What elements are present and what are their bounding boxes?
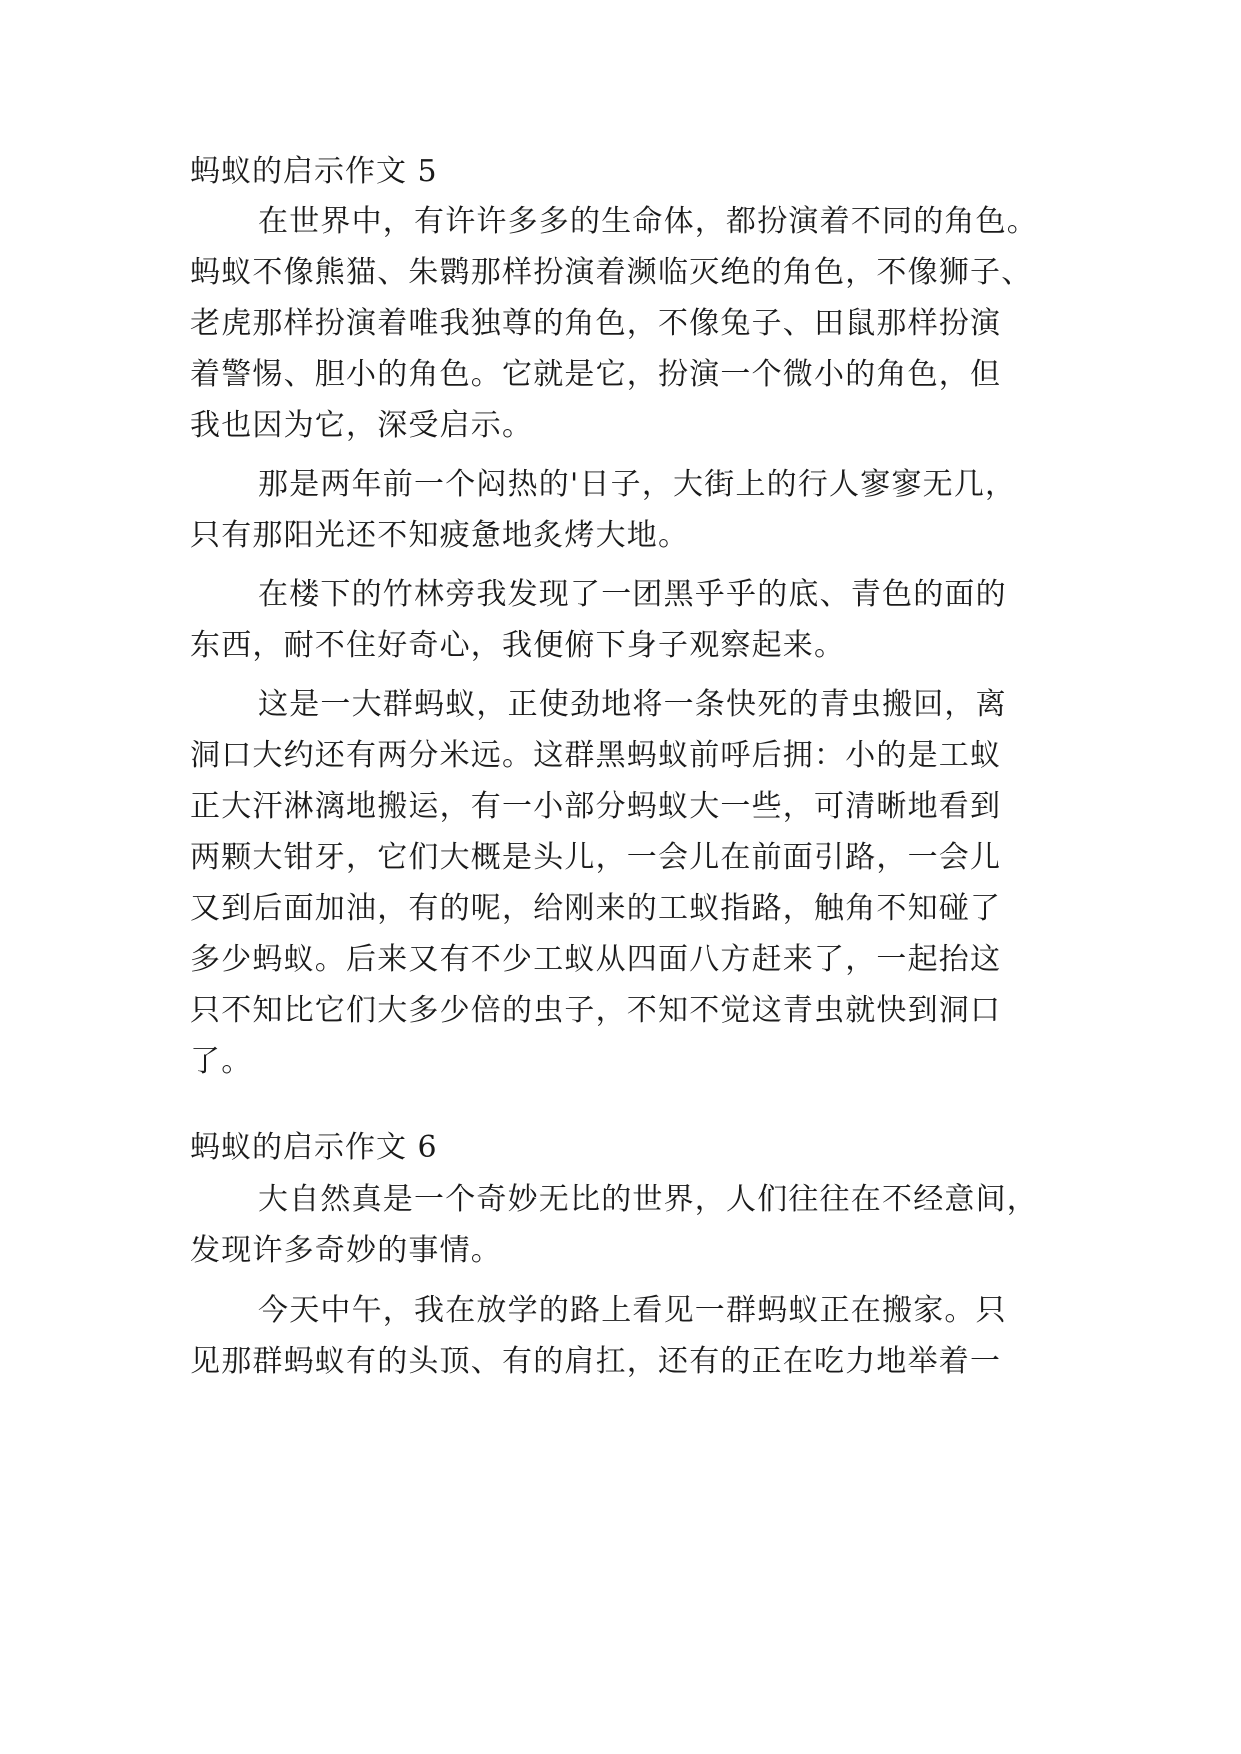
paragraph-line: 在楼下的竹林旁我发现了一团黑乎乎的底、青色的面的	[258, 577, 1007, 612]
section-title-6: 蚂蚁的启示作文 6	[190, 1130, 438, 1165]
paragraph-line: 东西，耐不住好奇心，我便俯下身子观察起来。	[190, 628, 846, 663]
paragraph-line: 只有那阳光还不知疲惫地炙烤大地。	[190, 518, 690, 553]
paragraph-line: 那是两年前一个闷热的'日子，大街上的行人寥寥无几，	[258, 467, 1017, 502]
paragraph-line: 见那群蚂蚁有的头顶、有的肩扛，还有的正在吃力地举着一	[190, 1344, 1002, 1379]
document-page	[190, 0, 1052, 1754]
paragraph-line: 我也因为它，深受启示。	[190, 408, 534, 443]
paragraph-line: 两颗大钳牙，它们大概是头儿，一会儿在前面引路，一会儿	[190, 840, 1002, 875]
paragraph-line: 正大汗淋漓地搬运，有一小部分蚂蚁大一些，可清晰地看到	[190, 789, 1002, 824]
paragraph-line: 老虎那样扮演着唯我独尊的角色，不像兔子、田鼠那样扮演	[190, 306, 1002, 341]
paragraph-line: 只不知比它们大多少倍的虫子，不知不觉这青虫就快到洞口	[190, 993, 1002, 1028]
paragraph-line: 着警惕、胆小的角色。它就是它，扮演一个微小的角色，但	[190, 357, 1002, 392]
section-title-5: 蚂蚁的启示作文 5	[190, 154, 438, 189]
paragraph-line: 今天中午，我在放学的路上看见一群蚂蚁正在搬家。只	[258, 1293, 1007, 1328]
paragraph-line: 洞口大约还有两分米远。这群黑蚂蚁前呼后拥：小的是工蚁	[190, 738, 1002, 773]
paragraph-line: 多少蚂蚁。后来又有不少工蚁从四面八方赶来了，一起抬这	[190, 942, 1002, 977]
paragraph-line: 发现许多奇妙的事情。	[190, 1233, 502, 1268]
paragraph-line: 大自然真是一个奇妙无比的世界，人们往往在不经意间，	[258, 1182, 1038, 1217]
paragraph-line: 蚂蚁不像熊猫、朱鹮那样扮演着濒临灭绝的角色，不像狮子、	[190, 255, 1033, 290]
paragraph-line: 这是一大群蚂蚁，正使劲地将一条快死的青虫搬回，离	[258, 687, 1007, 722]
paragraph-line: 又到后面加油，有的呢，给刚来的工蚁指路，触角不知碰了	[190, 891, 1002, 926]
paragraph-line: 在世界中，有许许多多的生命体，都扮演着不同的角色。	[258, 204, 1038, 239]
paragraph-line: 了。	[190, 1044, 253, 1079]
